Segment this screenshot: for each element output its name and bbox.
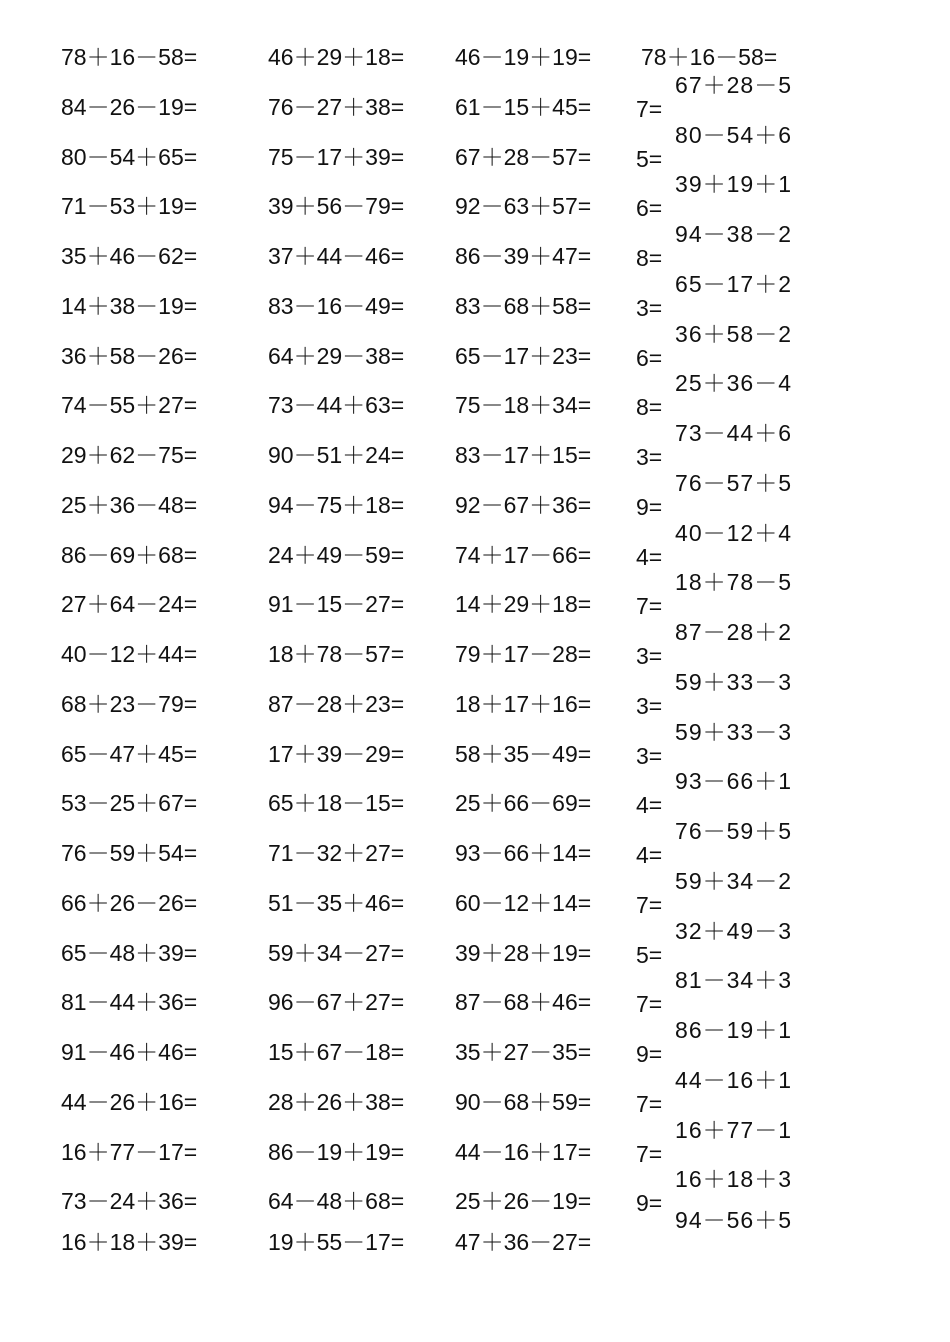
wrapped-problem-line1: 93－66＋1 [675, 768, 792, 795]
wrapped-problem-line2: 3= [636, 643, 663, 666]
arithmetic-problem: 16＋77－17= [61, 1138, 198, 1165]
problem-row [0, 668, 950, 740]
problem-row [0, 420, 950, 491]
arithmetic-problem: 71－53＋19= [61, 193, 198, 220]
wrapped-arithmetic-problem [636, 718, 794, 766]
arithmetic-problem: 74－55＋27= [61, 392, 198, 419]
wrapped-problem-line1: 65－17＋2 [675, 270, 792, 297]
arithmetic-problem: 76－27＋38= [268, 93, 405, 120]
arithmetic-problem: 91－46＋46= [61, 1039, 198, 1065]
wrapped-arithmetic-problem [636, 1066, 794, 1114]
wrapped-arithmetic-problem [636, 966, 794, 1014]
wrapped-problem-line1: 44－16＋1 [675, 1066, 792, 1093]
wrapped-arithmetic-problem [636, 270, 794, 318]
wrapped-arithmetic-problem [636, 320, 794, 368]
arithmetic-problem: 25＋66－69= [455, 790, 592, 817]
wrapped-problem-line2: 3= [636, 294, 663, 318]
wrapped-problem-line2: 8= [636, 245, 663, 268]
wrapped-problem-line1: 16＋18＋3 [675, 1166, 792, 1193]
wrapped-problem-line2: 5= [636, 941, 663, 965]
wrapped-problem-line2: 8= [636, 394, 663, 418]
problem-row [0, 917, 950, 989]
problem-row [0, 818, 950, 889]
wrapped-problem-line2: 7= [636, 1140, 663, 1164]
wrapped-problem-line2: 7= [636, 593, 663, 617]
wrapped-problem-line2: 7= [636, 95, 663, 119]
wrapped-arithmetic-problem [636, 917, 794, 965]
wrapped-arithmetic-problem [636, 71, 794, 119]
problem-row [0, 43, 950, 93]
wrapped-problem-line2: 4= [636, 842, 663, 865]
arithmetic-problem: 25＋26－19= [455, 1188, 592, 1215]
wrapped-problem-line1: 16＋77－1 [675, 1116, 792, 1143]
arithmetic-problem: 47＋36－27= [455, 1229, 592, 1255]
arithmetic-problem: 90－68＋59= [455, 1088, 592, 1115]
arithmetic-problem: 76－59＋54= [61, 840, 198, 866]
wrapped-problem-line2: 7= [636, 1090, 663, 1114]
arithmetic-problem: 75－17＋39= [268, 143, 405, 170]
wrapped-problem-line1: 18＋78－5 [675, 569, 792, 596]
wrapped-problem-line1: 73－44＋6 [675, 420, 792, 446]
arithmetic-problem: 14＋29＋18= [455, 591, 592, 618]
problem-row [0, 320, 950, 392]
wrapped-problem-line2: 9= [636, 493, 663, 517]
arithmetic-problem: 17＋39－29= [268, 740, 405, 767]
arithmetic-problem: 44－26＋16= [61, 1088, 198, 1115]
wrapped-problem-line2: 6= [636, 195, 663, 219]
problem-row [0, 221, 950, 292]
arithmetic-problem: 78＋16－58= [641, 44, 778, 70]
arithmetic-problem: 27＋64－24= [61, 591, 198, 618]
wrapped-problem-line1: 80－54＋6 [675, 121, 792, 148]
wrapped-arithmetic-problem [636, 519, 794, 567]
wrapped-problem-line1: 59＋33－3 [675, 718, 792, 745]
problem-row [0, 967, 950, 1038]
arithmetic-problem: 73－24＋36= [61, 1188, 198, 1215]
arithmetic-problem: 29＋62－75= [61, 442, 198, 468]
arithmetic-problem: 25＋36－48= [61, 491, 198, 518]
arithmetic-problem: 83－17＋15= [455, 442, 592, 468]
wrapped-problem-line1: 86－19＋1 [675, 1017, 792, 1043]
wrapped-problem-line2: 5= [636, 145, 663, 169]
problem-row [0, 1066, 950, 1138]
problem-row [0, 768, 950, 839]
arithmetic-problem: 18＋17＋16= [455, 690, 592, 717]
wrapped-problem-line1: 67＋28－5 [675, 71, 792, 98]
arithmetic-problem: 65－48＋39= [61, 939, 198, 966]
arithmetic-problem: 35＋27－35= [455, 1039, 592, 1065]
arithmetic-problem: 86－39＋47= [455, 243, 592, 269]
arithmetic-problem: 15＋67－18= [268, 1039, 405, 1065]
wrapped-arithmetic-problem [636, 1206, 794, 1254]
wrapped-arithmetic-problem [636, 419, 794, 467]
arithmetic-problem: 19＋55－17= [268, 1229, 405, 1255]
wrapped-problem-line2: 7= [636, 991, 663, 1015]
arithmetic-problem: 83－68＋58= [455, 292, 592, 319]
arithmetic-problem: 40－12＋44= [61, 641, 198, 667]
wrapped-problem-line1: 59＋33－3 [675, 668, 792, 695]
wrapped-problem-line2: 9= [636, 1190, 663, 1214]
problem-row [0, 270, 950, 342]
wrapped-problem-line2: 9= [636, 1041, 663, 1064]
arithmetic-problem: 93－66＋14= [455, 840, 592, 866]
problem-row [0, 519, 950, 591]
problem-row [0, 1207, 950, 1278]
arithmetic-problem: 24＋49－59= [268, 541, 405, 568]
arithmetic-problem: 80－54＋65= [61, 143, 198, 170]
arithmetic-problem: 53－25＋67= [61, 790, 198, 817]
wrapped-arithmetic-problem [636, 817, 794, 865]
wrapped-problem-line2: 3= [636, 742, 663, 766]
arithmetic-problem: 60－12＋14= [455, 889, 592, 916]
wrapped-arithmetic-problem [636, 220, 794, 268]
wrapped-problem-line2: 6= [636, 344, 663, 368]
arithmetic-problem: 67＋28－57= [455, 143, 592, 170]
arithmetic-problem: 74＋17－66= [455, 541, 592, 568]
arithmetic-problem: 75－18＋34= [455, 392, 592, 419]
arithmetic-problem: 39＋56－79= [268, 193, 405, 220]
wrapped-problem-line2: 4= [636, 543, 663, 567]
wrapped-arithmetic-problem [636, 121, 794, 169]
wrapped-problem-line2: 3= [636, 444, 663, 467]
arithmetic-problem: 78＋16－58= [61, 44, 198, 70]
wrapped-problem-line1: 40－12＋4 [675, 519, 792, 546]
arithmetic-problem: 37＋44－46= [268, 243, 405, 269]
wrapped-problem-line2: 7= [636, 891, 663, 915]
problem-row [0, 71, 950, 143]
arithmetic-problem: 36＋58－26= [61, 342, 198, 369]
wrapped-arithmetic-problem [636, 568, 794, 616]
wrapped-arithmetic-problem [636, 469, 794, 517]
wrapped-problem-line1: 32＋49－3 [675, 917, 792, 944]
wrapped-problem-line1: 94－56＋5 [675, 1207, 792, 1233]
wrapped-problem-line1: 94－38－2 [675, 221, 792, 247]
arithmetic-problem: 18＋78－57= [268, 641, 405, 667]
wrapped-problem-line1: 36＋58－2 [675, 320, 792, 347]
arithmetic-problem: 51－35＋46= [268, 889, 405, 916]
arithmetic-problem: 81－44＋36= [61, 989, 198, 1016]
arithmetic-problem: 65－47＋45= [61, 740, 198, 767]
arithmetic-problem: 35＋46－62= [61, 243, 198, 269]
arithmetic-problem: 64－48＋68= [268, 1188, 405, 1215]
arithmetic-problem: 73－44＋63= [268, 392, 405, 419]
wrapped-arithmetic-problem [636, 1016, 794, 1064]
arithmetic-problem: 64＋29－38= [268, 342, 405, 369]
problem-row [0, 867, 950, 939]
problem-row [0, 469, 950, 541]
arithmetic-problem: 94－75＋18= [268, 491, 405, 518]
wrapped-arithmetic-problem [636, 1116, 794, 1164]
arithmetic-problem: 66＋26－26= [61, 889, 198, 916]
arithmetic-problem: 84－26－19= [61, 93, 198, 120]
problem-row [0, 569, 950, 640]
wrapped-arithmetic-problem [636, 767, 794, 815]
arithmetic-problem: 65－17＋23= [455, 342, 592, 369]
arithmetic-problem: 86－69＋68= [61, 541, 198, 568]
arithmetic-problem: 86－19＋19= [268, 1138, 405, 1165]
arithmetic-problem: 71－32＋27= [268, 840, 405, 866]
arithmetic-problem: 46＋29＋18= [268, 44, 405, 70]
problem-row [0, 370, 950, 441]
arithmetic-problem: 28＋26＋38= [268, 1088, 405, 1115]
arithmetic-problem: 79＋17－28= [455, 641, 592, 667]
arithmetic-problem: 39＋28＋19= [455, 939, 592, 966]
arithmetic-problem: 61－15＋45= [455, 93, 592, 120]
problem-row [0, 171, 950, 242]
arithmetic-problem: 65＋18－15= [268, 790, 405, 817]
problem-row [0, 121, 950, 193]
wrapped-problem-line2: 4= [636, 792, 663, 816]
wrapped-problem-line1: 87－28＋2 [675, 619, 792, 645]
wrapped-problem-line1: 59＋34－2 [675, 867, 792, 894]
arithmetic-problem: 68＋23－79= [61, 690, 198, 717]
wrapped-arithmetic-problem [636, 618, 794, 666]
problem-row [0, 1017, 950, 1088]
arithmetic-problem: 96－67＋27= [268, 989, 405, 1016]
wrapped-problem-line1: 25＋36－4 [675, 370, 792, 397]
arithmetic-problem: 87－28＋23= [268, 690, 405, 717]
arithmetic-problem: 44－16＋17= [455, 1138, 592, 1165]
arithmetic-problem: 87－68＋46= [455, 989, 592, 1016]
arithmetic-problem: 58＋35－49= [455, 740, 592, 767]
arithmetic-problem: 59＋34－27= [268, 939, 405, 966]
wrapped-problem-line1: 39＋19＋1 [675, 171, 792, 198]
wrapped-arithmetic-problem [636, 170, 794, 218]
wrapped-problem-line1: 76－57＋5 [675, 469, 792, 496]
arithmetic-problem: 46－19＋19= [455, 44, 592, 70]
problem-row [0, 718, 950, 790]
wrapped-problem-line1: 76－59＋5 [675, 818, 792, 844]
problem-row [0, 619, 950, 690]
wrapped-arithmetic-problem [636, 668, 794, 716]
wrapped-problem-line1: 81－34＋3 [675, 967, 792, 994]
wrapped-arithmetic-problem [636, 867, 794, 915]
arithmetic-problem: 83－16－49= [268, 292, 405, 319]
arithmetic-problem: 90－51＋24= [268, 442, 405, 468]
arithmetic-problem: 91－15－27= [268, 591, 405, 618]
wrapped-problem-line2: 3= [636, 692, 663, 716]
wrapped-arithmetic-problem [636, 369, 794, 417]
problem-row [0, 1116, 950, 1188]
arithmetic-problem: 14＋38－19= [61, 292, 198, 319]
arithmetic-problem: 92－67＋36= [455, 491, 592, 518]
arithmetic-problem: 92－63＋57= [455, 193, 592, 220]
arithmetic-problem: 16＋18＋39= [61, 1229, 198, 1255]
